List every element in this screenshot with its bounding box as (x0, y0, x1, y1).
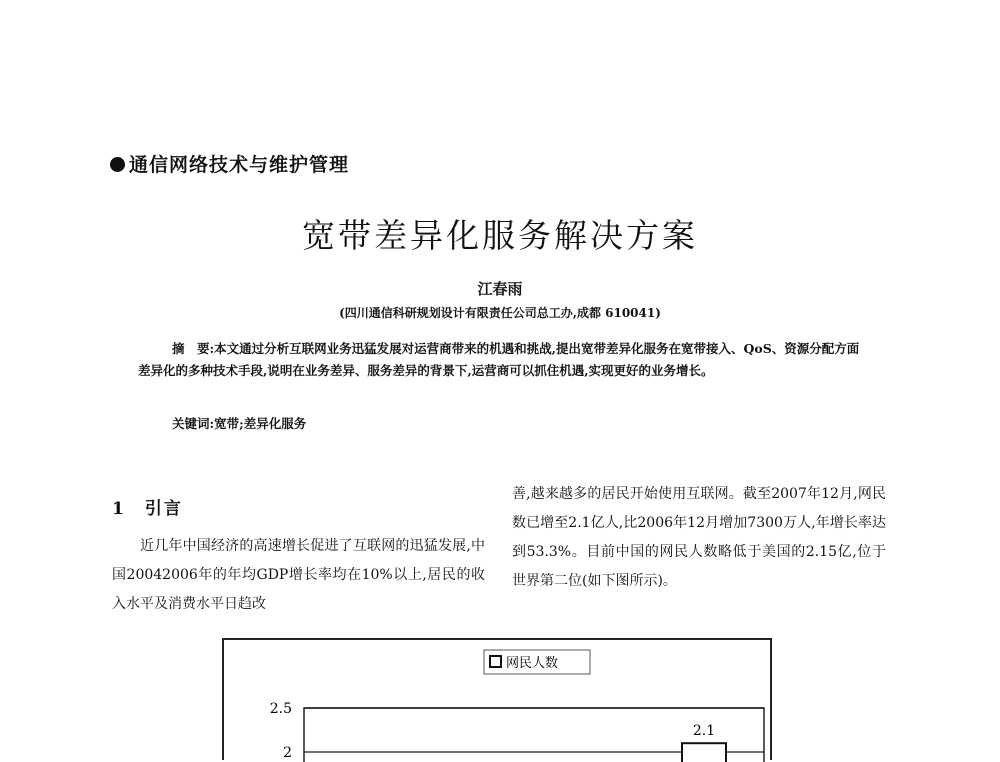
y-tick-label: 2.5 (269, 701, 292, 717)
body-text-right: 善,越来越多的居民开始使用互联网。截至2007年12月,网民数已增至2.1亿人,比2006年12月增加7300万人,年增长率达到53.3%。目前中国的网民人数略低于美国的2.15亿,位于世界第二位(如下图所示)。 (512, 486, 886, 589)
abstract-text: 本文通过分析互联网业务迅猛发展对运营商带来的机遇和挑战,提出宽带差异化服务在宽带接入、QoS、资源分配方面差异化的多种技术手段,说明在业务差异、服务差异的背景下,运营商可以抓住机遇,实现更好的业务增长。 (138, 341, 860, 378)
legend-label: 网民人数 (506, 656, 559, 671)
keywords-label: 关键词: (172, 416, 215, 431)
chart-svg (224, 640, 770, 762)
author-affiliation: (四川通信科研规划设计有限责任公司总工办,成都 610041) (339, 306, 661, 320)
keywords (172, 414, 306, 432)
body-text-left: 近几年中国经济的高速增长促进了互联网的迅猛发展,中国20042006年的年均GDP增长率均在10%以上,居民的收入水平及消费水平日趋改 (112, 538, 485, 612)
bar-value (682, 743, 726, 762)
article-author: 江春雨 (477, 280, 523, 298)
abstract-label: 摘 要: (172, 341, 215, 356)
section-tag-text: 通信网络技术与维护管理 (129, 154, 350, 176)
abstract (138, 338, 866, 382)
chart-figure (222, 638, 772, 760)
bar-data-label: 2.1 (692, 723, 716, 740)
bullet-icon (110, 157, 125, 172)
article-title: 宽带差异化服务解决方案 (302, 216, 698, 255)
section-tag (110, 150, 349, 177)
section-heading: 1 引言 (112, 499, 183, 519)
keywords-text: 宽带;差异化服务 (214, 416, 307, 431)
y-tick-label: 2 (283, 745, 292, 761)
legend-swatch (490, 656, 501, 667)
